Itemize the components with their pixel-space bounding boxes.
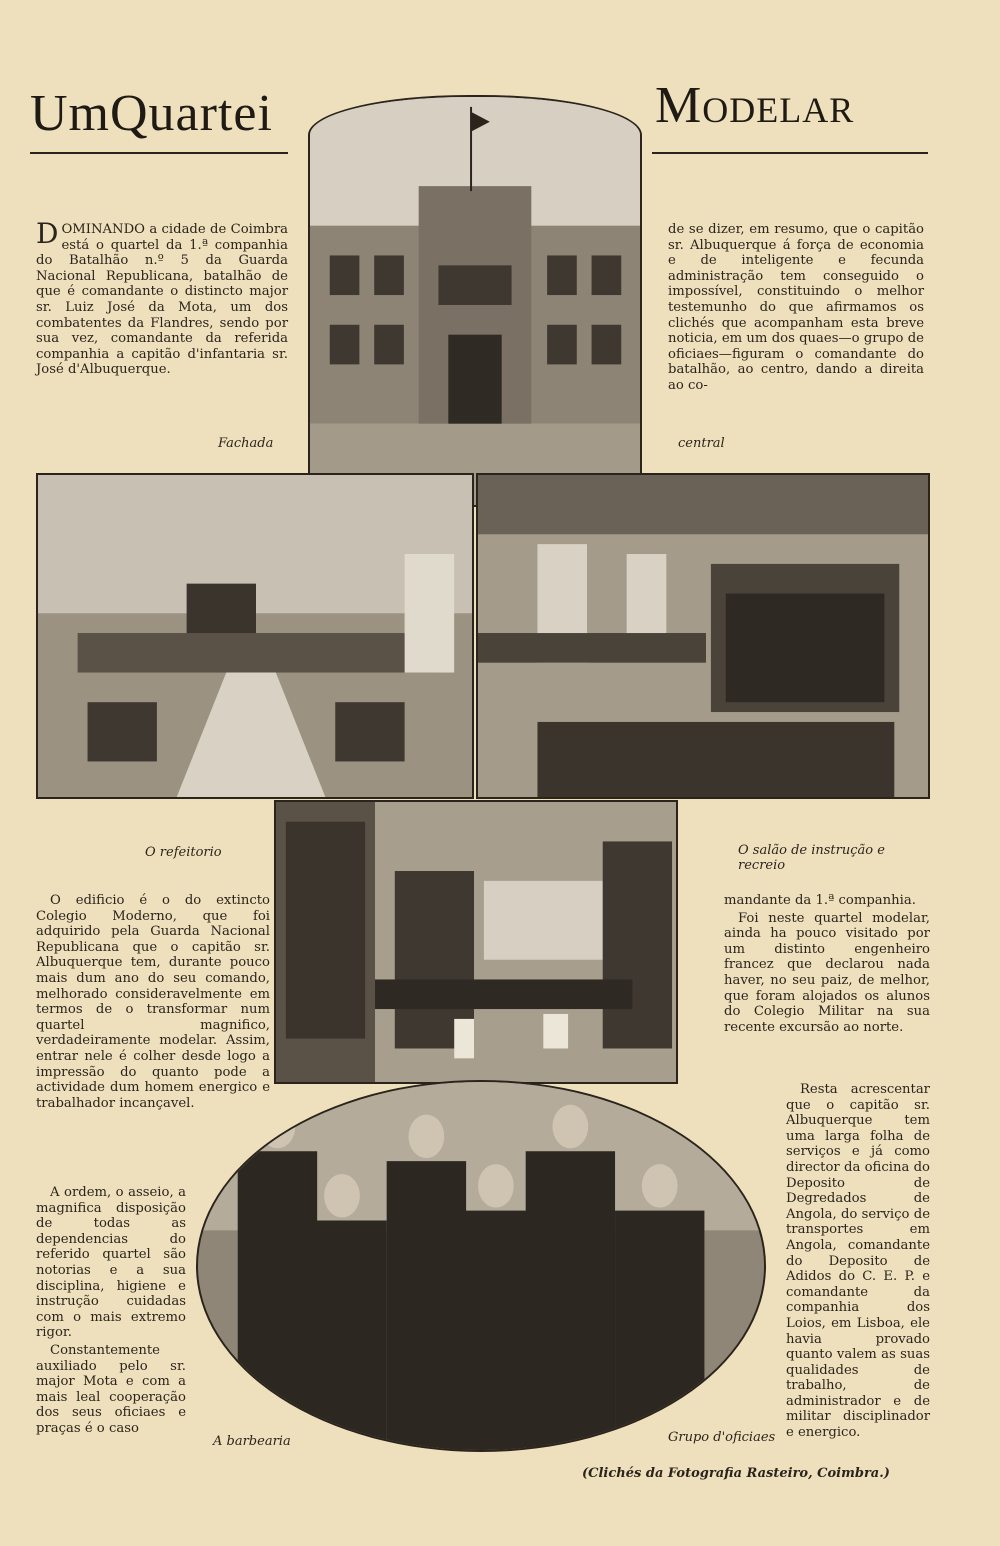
right-intro-paragraph: [668, 222, 924, 394]
intro-text: OMINANDO a cidade de Coimbra está o quartel da 1.ª companhia do Batalhão n.º 5 da Guarda Nacional Republicana, batalhão de que é comandante o distincto major sr. Luiz José da Mota, um dos combatentes da Flandres, sendo por sua vez, comandante da referida companhia a capitão d'infantaria sr. José d'Albuquerque.: [36, 222, 288, 378]
intro-paragraph: [36, 217, 288, 378]
left-paragraph-1: O edificio é o do extincto Colegio Moderno, que foi adquirido pela Guarda Nacional Republicana que o capitão sr. Albuquerque tem, durante pouco mais dum ano do seu comando, melhorado consideravelmente em termos de o transformar num quartel magnifico, verdadeiramente modelar. Assim, entrar nele é colher desde logo a impressão do quanto pode a actividade dum homem energico e trabalhador incançavel.: [36, 893, 270, 1111]
photo-barbearia: [274, 800, 678, 1084]
photo-grupo-oficiaes: [196, 1080, 766, 1452]
photo-refeitorio: [36, 473, 474, 799]
right-body-column-narrow: [786, 1082, 930, 1443]
title-right: Modelar: [655, 77, 855, 134]
right-paragraph-2: Foi neste quartel modelar, ainda ha pouco visitado por um distinto engenheiro francez que declarou nada haver, no seu paiz, de melhor, que foram alojados os alunos do Colegio Militar na sua recente excursão ao norte.: [724, 910, 930, 1035]
caption-barbearia: A barbearia: [213, 1434, 291, 1449]
right-intro-text: de se dizer, em resumo, que o capitão sr. Albuquerque á força de economia e de inteligente e fecunda administração tem conseguido o impossível, constituindo o melhor testemunho do que afirmamos os clichés que acompanham esta breve noticia, em um dos quaes—o grupo de oficiaes—figuram o comandante do batalhão, ao centro, dando a direita ao co-: [668, 222, 924, 393]
photo-salao: [476, 473, 930, 799]
right-paragraph-1: mandante da 1.ª companhia.: [724, 893, 916, 908]
photo-facade: [308, 95, 642, 507]
caption-grupo: Grupo d'oficiaes: [668, 1430, 776, 1445]
left-paragraph-3: Constantemente auxiliado pelo sr. major Mota e com a mais leal cooperação dos seus oficiaes e praças é o caso: [36, 1342, 186, 1436]
right-paragraph-3: Resta acrescentar que o capitão sr. Albuquerque tem uma larga folha de serviços e já como director da oficina do Deposito de Degredados de Angola, do serviço de transportes em Angola, comandante do Deposito de Adidos do C. E. P. e comandante da companhia dos Loios, em Lisboa, ele havia provado quanto valem as suas qualidades de trabalho, de administrador e de militar disciplinador e energico.: [786, 1082, 930, 1441]
title-right-rule: [652, 152, 928, 154]
dropcap: D: [36, 217, 59, 250]
right-body-column: [724, 893, 930, 1037]
left-body-column-narrow: [36, 1185, 186, 1439]
caption-fachada: Fachada: [218, 436, 274, 451]
caption-salao: O salão de instrução e recreio: [738, 843, 885, 873]
title-left: UmQuartei: [30, 85, 273, 142]
caption-refeitorio: O refeitorio: [145, 845, 222, 860]
caption-central: central: [678, 436, 725, 451]
left-paragraph-2: A ordem, o asseio, a magnifica disposição de todas as dependencias do referido quartel são notorias e a sua disciplina, higiene e instrução cuidadas com o mais extremo rigor.: [36, 1185, 186, 1341]
title-left-rule: [30, 152, 288, 154]
left-body-column: [36, 893, 270, 1113]
photo-credit: (Clichés da Fotografia Rasteiro, Coimbra.): [582, 1466, 890, 1481]
